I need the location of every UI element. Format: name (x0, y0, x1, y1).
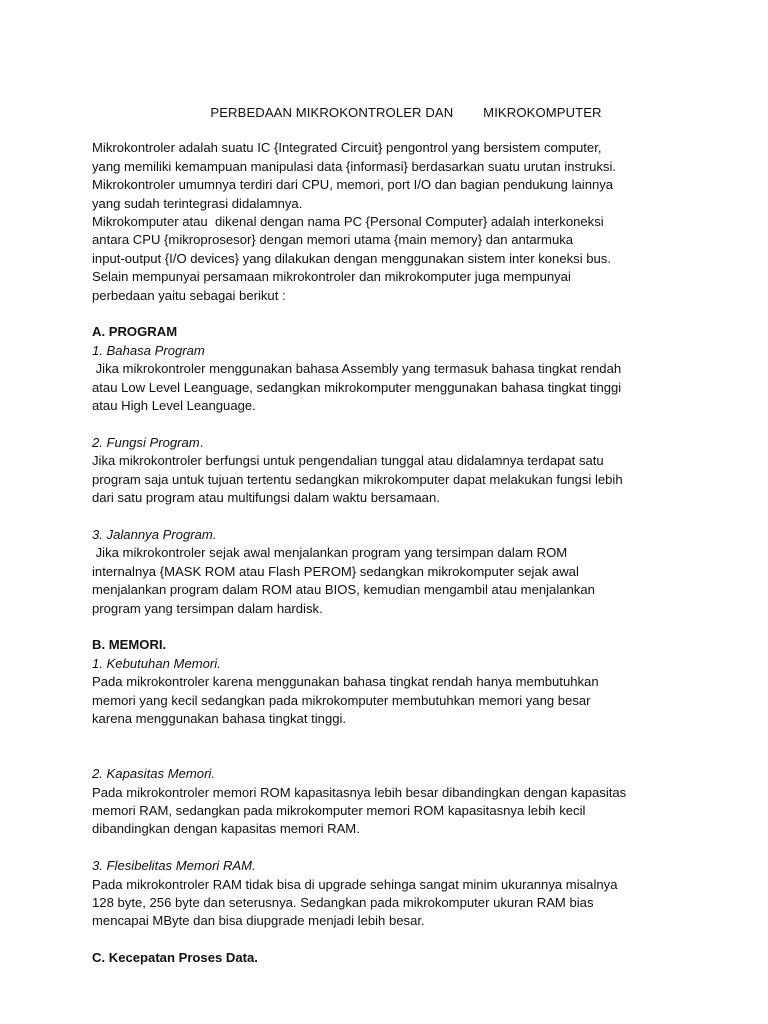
intro-line: Mikrokontroler umumnya terdiri dari CPU, memori, port I/O dan bagian pendukung lainnya (92, 177, 614, 193)
subsection-title: 2. Fungsi Program (92, 434, 200, 450)
subsection-title-period: . (199, 434, 204, 450)
paragraph-line: 128 byte, 256 byte dan seterusnya. Sedangkan pada mikrokomputer ukuran RAM bias (92, 894, 594, 910)
paragraph-line: Pada mikrokontroler karena menggunakan bahasa tingkat rendah hanya membutuhkan (92, 674, 599, 690)
paragraph-line: memori RAM, sedangkan pada mikrokomputer memori ROM kapasitasnya lebih kecil (92, 802, 586, 818)
section-heading: A. PROGRAM (92, 324, 178, 340)
subsection-fungsi-program (92, 434, 682, 508)
intro-line: input-output {I/O devices} yang dilakukan dengan menggunakan sistem inter koneksi bus. (92, 250, 611, 266)
section-heading: B. MEMORI. (92, 637, 167, 653)
paragraph-line: dari satu program atau multifungsi dalam waktu bersamaan. (92, 490, 440, 506)
paragraph-line: memori yang kecil sedangkan pada mikrokomputer membutuhkan memori yang besar (92, 692, 591, 708)
spacer (92, 839, 682, 857)
intro-line: perbedaan yaitu sebagai berikut : (92, 287, 286, 303)
spacer (92, 415, 682, 433)
intro-line: Selain mempunyai persamaan mikrokontroler dan mikrokomputer juga mempunyai (92, 269, 571, 285)
paragraph-line: program yang tersimpan dalam hardisk. (92, 600, 323, 616)
intro-line: yang memiliki kemampuan manipulasi data {informasi} berdasarkan suatu urutan instruksi. (92, 158, 617, 174)
subsection-bahasa-program (92, 342, 682, 416)
paragraph-line: program saja untuk tujuan tertentu sedangkan mikrokomputer dapat melakukan fungsi lebih (92, 471, 623, 487)
subsection-title: 1. Kebutuhan Memori. (92, 655, 221, 671)
spacer (92, 728, 682, 765)
subsection-kapasitas-memori (92, 765, 682, 839)
section-program (92, 323, 682, 617)
document-title: PERBEDAAN MIKROKONTROLER DAN MIKROKOMPUTER (210, 105, 602, 120)
paragraph-line: Pada mikrokontroler memori ROM kapasitasnya lebih besar dibandingkan dengan kapasitas (92, 784, 627, 800)
subsection-title-wrap (92, 434, 682, 452)
paragraph-line: mencapai MByte dan bisa diupgrade menjadi lebih besar. (92, 913, 425, 929)
section-memori (92, 636, 682, 930)
paragraph-line: Jika mikrokontroler menggunakan bahasa Assembly yang termasuk bahasa tingkat rendah (92, 361, 622, 377)
subsection-title: 3. Flesibelitas Memori RAM. (92, 858, 256, 874)
paragraph-line: karena menggunakan bahasa tingkat tinggi. (92, 710, 347, 726)
paragraph-line: menjalankan program dalam ROM atau BIOS, kemudian mengambil atau menjalankan (92, 582, 595, 598)
subsection-title: 1. Bahasa Program (92, 342, 205, 358)
paragraph-line: internalnya {MASK ROM atau Flash PEROM} sedangkan mikrokomputer sejak awal (92, 563, 579, 579)
intro-line: Mikrokontroler adalah suatu IC {Integrated Circuit} pengontrol yang bersistem computer, (92, 140, 602, 156)
paragraph-line: Jika mikrokontroler sejak awal menjalankan program yang tersimpan dalam ROM (92, 545, 568, 561)
paragraph-line: Pada mikrokontroler RAM tidak bisa di upgrade sehinga sangat minim ukurannya misalnya (92, 876, 618, 892)
document-body (92, 104, 682, 968)
intro-line: Mikrokomputer atau dikenal dengan nama PC {Personal Computer} adalah interkoneksi (92, 214, 604, 230)
subsection-title: 2. Kapasitas Memori. (92, 766, 215, 782)
intro-paragraph (92, 139, 682, 305)
subsection-jalannya-program (92, 526, 682, 618)
spacer (92, 305, 682, 323)
intro-line: antara CPU {mikroprosesor} dengan memori utama {main memory} dan antarmuka (92, 232, 574, 248)
paragraph-line: dibandingkan dengan kapasitas memori RAM. (92, 821, 360, 837)
spacer (92, 508, 682, 526)
paragraph-line: atau Low Level Leanguage, sedangkan mikrokomputer menggunakan bahasa tingkat tinggi (92, 379, 622, 395)
section-kecepatan (92, 949, 682, 967)
subsection-flesibelitas-memori (92, 857, 682, 931)
subsection-kebutuhan-memori (92, 655, 682, 729)
spacer (92, 931, 682, 949)
intro-line: yang sudah terintegrasi didalamnya. (92, 195, 303, 211)
paragraph-line: atau High Level Leanguage. (92, 398, 256, 414)
subsection-title: 3. Jalannya Program. (92, 526, 217, 542)
paragraph-line: Jika mikrokontroler berfungsi untuk pengendalian tunggal atau didalamnya terdapat satu (92, 453, 604, 469)
spacer (92, 618, 682, 636)
section-heading: C. Kecepatan Proses Data. (92, 950, 258, 966)
